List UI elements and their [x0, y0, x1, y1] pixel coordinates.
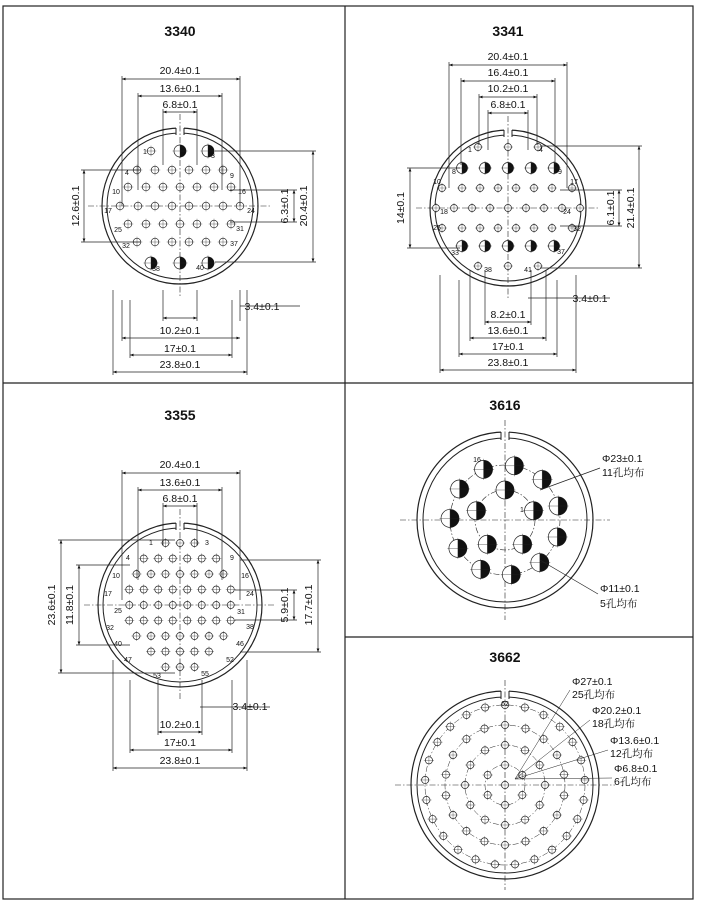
pin-number: 8	[452, 169, 456, 176]
pin-number: 37	[230, 241, 238, 248]
dim-top-2: 13.6±0.1	[159, 477, 201, 489]
pin-number: 3	[205, 540, 209, 547]
pin-number: 16	[238, 189, 246, 196]
note-outer-diameter: Φ23±0.1	[602, 453, 643, 465]
dim-left-1: 12.6±0.1	[70, 185, 82, 227]
dim-bottom-3: 17±0.1	[163, 343, 197, 355]
dim-left-2: 11.8±0.1	[64, 584, 76, 626]
dim-right-1: 6.1±0.1	[605, 190, 617, 226]
note-ring-2-holes: 18孔均布	[592, 718, 636, 730]
pin-number: 62	[501, 701, 509, 708]
pin-number: 38	[246, 624, 254, 631]
panel-3340	[70, 23, 316, 375]
note-outer-holes: 11孔均布	[602, 467, 645, 479]
panel-3662	[395, 649, 659, 890]
connector-face	[416, 116, 600, 300]
note-ring-4-holes: 6孔均布	[614, 776, 652, 788]
pin-number: 9	[230, 173, 234, 180]
connector-face	[395, 680, 615, 890]
pin-number: 25	[433, 225, 441, 232]
dim-bottom-4: 23.8±0.1	[159, 359, 201, 371]
note-ring-1-holes: 25孔均布	[572, 689, 616, 701]
pin-number: 24	[247, 208, 255, 215]
pin-number: 4	[125, 170, 129, 177]
connector-face	[88, 114, 272, 298]
pin-number: 52	[226, 657, 234, 664]
dim-top-3: 10.2±0.1	[487, 83, 529, 95]
dim-top-2: 16.4±0.1	[487, 67, 529, 79]
note-ring-3-diameter: Φ13.6±0.1	[610, 735, 660, 747]
pin-number: 16	[473, 457, 481, 464]
dim-right-2: 20.4±0.1	[298, 185, 310, 227]
pin-number: 33	[451, 250, 459, 257]
dim-bottom-4: 23.8±0.1	[159, 755, 201, 767]
pin-number: 1	[143, 149, 147, 156]
pin-number: 25	[114, 227, 122, 234]
pin-number: 32	[573, 226, 581, 233]
dim-bottom-4: 17±0.1	[491, 341, 525, 353]
pin-number: 40	[196, 265, 204, 272]
dim-right-2: 17.7±0.1	[303, 584, 315, 626]
pin-number: 17	[104, 208, 112, 215]
dim-bottom-1: 3.4±0.1	[232, 701, 268, 713]
dim-bottom-3: 17±0.1	[163, 737, 197, 749]
dim-bottom-2: 10.2±0.1	[159, 325, 201, 337]
dim-top-3: 6.8±0.1	[162, 493, 198, 505]
dim-bottom-2: 8.2±0.1	[490, 309, 526, 321]
dim-bottom-1: 3.4±0.1	[244, 301, 280, 313]
sheet-frame	[3, 6, 693, 899]
dim-right-1: 6.3±0.1	[279, 188, 291, 224]
dim-bottom-2: 10.2±0.1	[159, 719, 201, 731]
pin-number: 55	[201, 671, 209, 678]
connector-face	[400, 420, 610, 620]
dim-left-1: 23.6±0.1	[46, 584, 58, 626]
dim-bottom-3: 13.6±0.1	[487, 325, 529, 337]
pin-number: 37	[557, 249, 565, 256]
panel-3341	[395, 23, 642, 373]
pin-number: 1	[149, 540, 153, 547]
pin-number: 18	[440, 209, 448, 216]
dim-top-1: 20.4±0.1	[487, 51, 529, 63]
pin-number: 3	[211, 153, 215, 160]
dim-left-1: 14±0.1	[395, 191, 407, 225]
pin-number: 41	[524, 267, 532, 274]
pin-number: 17	[104, 591, 112, 598]
dim-top-4: 6.8±0.1	[490, 99, 526, 111]
dim-bottom-5: 23.8±0.1	[487, 357, 529, 369]
pin-number: 24	[246, 591, 254, 598]
pin-number: 10	[433, 179, 441, 186]
pin-number: 38	[484, 267, 492, 274]
pin-number: 31	[237, 609, 245, 616]
dim-top-3: 6.8±0.1	[162, 99, 198, 111]
note-ring-2-diameter: Φ20.2±0.1	[592, 705, 642, 717]
dim-right-1: 5.9±0.1	[279, 587, 291, 623]
note-ring-1-diameter: Φ27±0.1	[572, 676, 613, 688]
pin-number: 32	[122, 243, 130, 250]
panel-title: 3616	[489, 397, 521, 413]
panel-3355	[46, 407, 321, 771]
dim-top-1: 20.4±0.1	[159, 65, 201, 77]
pin-number: 46	[236, 641, 244, 648]
pin-number: 4	[126, 555, 130, 562]
pin-number: 10	[112, 573, 120, 580]
dim-top-2: 13.6±0.1	[159, 83, 201, 95]
pin-number: 40	[114, 641, 122, 648]
pin-number: 16	[241, 573, 249, 580]
pin-number: 4	[539, 147, 543, 154]
pin-number: 17	[570, 179, 578, 186]
note-ring-4-diameter: Φ6.8±0.1	[614, 763, 658, 775]
pin-number: 1	[520, 507, 524, 514]
note-inner-holes: 5孔均布	[600, 598, 638, 610]
pin-number: 53	[153, 673, 161, 680]
panel-title: 3341	[492, 23, 524, 39]
pin-number: 9	[558, 169, 562, 176]
note-ring-3-holes: 12孔均布	[610, 748, 654, 760]
pin-number: 24	[563, 209, 571, 216]
note-inner-diameter: Φ11±0.1	[600, 583, 640, 595]
pin-number: 47	[124, 657, 132, 664]
panel-title: 3355	[164, 407, 196, 423]
pin-number: 25	[114, 608, 122, 615]
dim-top-1: 20.4±0.1	[159, 459, 201, 471]
pin-number: 31	[236, 226, 244, 233]
pin-number: 32	[106, 625, 114, 632]
dim-bottom-1: 3.4±0.1	[572, 293, 608, 305]
panel-3616	[400, 397, 645, 620]
pin-number: 9	[230, 555, 234, 562]
panel-title: 3662	[489, 649, 521, 665]
pin-number: 38	[152, 266, 160, 273]
pin-number: 10	[112, 189, 120, 196]
pin-number: 1	[468, 147, 472, 154]
panel-title: 3340	[164, 23, 196, 39]
dim-right-2: 21.4±0.1	[625, 187, 637, 229]
